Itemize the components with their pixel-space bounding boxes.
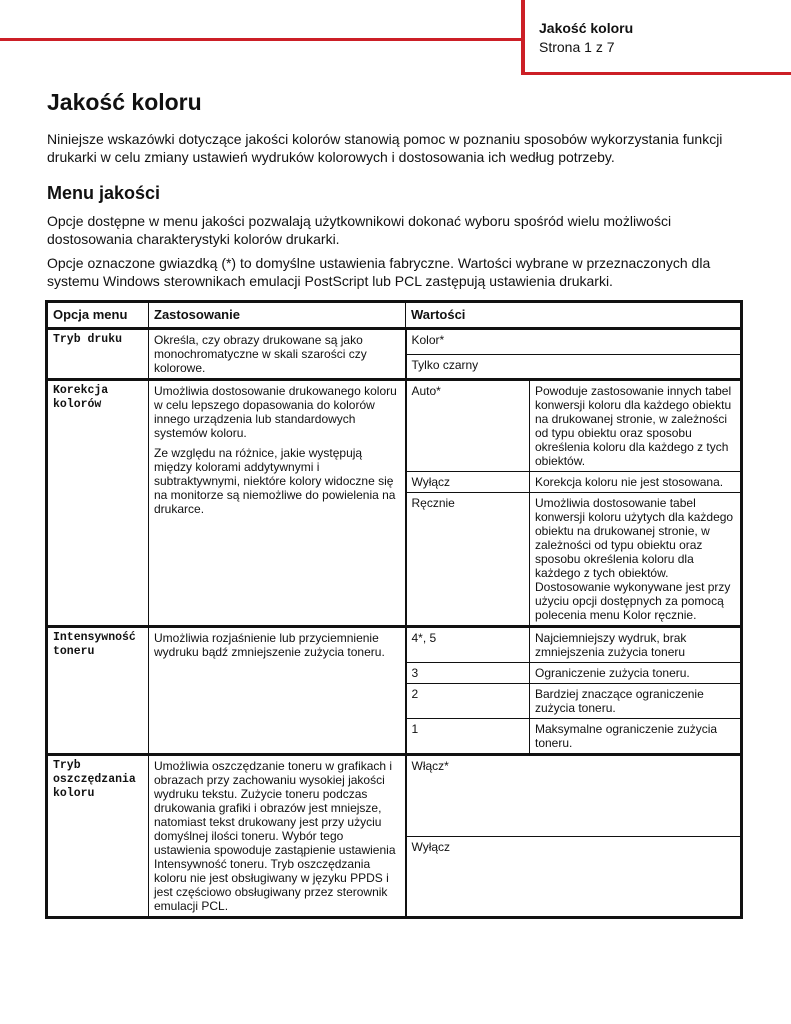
intro-paragraph: Niniejsze wskazówki dotyczące jakości kolorów stanowią pomoc w poznaniu sposobów wykorzystania funkcji drukarki w celu zmiany ustawień wydruków kolorowych i dostosowania ich według potrzeby. xyxy=(47,131,723,165)
option-value: 2 xyxy=(406,684,530,719)
defaults-note: Opcje oznaczone gwiazdką (*) to domyślne ustawienia fabryczne. Wartości wybrane w przeznaczonych dla systemu Windows sterownikach emulacji PostScript lub PCL zastępują ustawienia drukarki. xyxy=(47,255,711,289)
value-description: Ograniczenie zużycia toneru. xyxy=(530,663,742,684)
value-description: Najciemniejszy wydruk, brak zmniejszenia zużycia toneru xyxy=(530,627,742,663)
header-rule-box-bottom xyxy=(521,72,791,75)
document-body xyxy=(47,88,747,296)
option-value: 4*, 5 xyxy=(406,627,530,663)
usage-paragraph: Umożliwia oszczędzanie toneru w grafikach i obrazach przy zachowaniu wysokiej jakości wydruku tekstu. Zużycie toneru podczas drukowania grafiki i obrazów jest mniejsze, natomiast tekst drukowany jest przy użyciu domyślnej ilości toneru. Wybór tego ustawienia spowoduje zastąpienie ustawienia Intensywność toneru. Tryb oszczędzania koloru nie jest obsługiwany w języku PPDS i jest częściowo obsługiwany przez sterownik emulacji PCL. xyxy=(154,759,396,913)
table-header-row xyxy=(47,302,742,329)
page-number: Strona 1 z 7 xyxy=(539,39,615,55)
running-header-title: Jakość koloru xyxy=(539,20,634,36)
option-name: Intensywność toneru xyxy=(47,627,149,755)
value-description: Bardziej znaczące ograniczenie zużycia toneru. xyxy=(530,684,742,719)
value-description: Korekcja koloru nie jest stosowana. xyxy=(530,472,742,493)
option-value: Kolor* xyxy=(406,329,742,355)
quality-menu-table xyxy=(45,300,743,919)
option-value: Ręcznie xyxy=(406,493,530,627)
page-title: Jakość koloru xyxy=(47,89,202,115)
option-usage xyxy=(149,380,406,627)
table-row xyxy=(47,627,742,663)
menu-description: Opcje dostępne w menu jakości pozwalają użytkownikowi dokonać wyboru spośród wielu możliwości dostosowania charakterystyki kolorów drukarki. xyxy=(47,213,672,247)
header-rule-vertical xyxy=(521,0,525,75)
option-name: Tryb druku xyxy=(47,329,149,380)
option-value: 3 xyxy=(406,663,530,684)
header-usage: Zastosowanie xyxy=(149,302,406,329)
usage-paragraph: Umożliwia dostosowanie drukowanego koloru w celu lepszego dopasowania do kolorów innego urządzenia lub standardowych systemów koloru. xyxy=(154,384,397,440)
running-header xyxy=(539,19,633,57)
option-value: Wyłącz xyxy=(406,836,742,918)
value-description: Umożliwia dostosowanie tabel konwersji koloru użytych dla każdego obiektu na drukowanej stronie, w zależności od typu obiektu oraz sposobu określenia koloru dla każdego z tych obiektów. Dostosowanie wykonywane jest przy użyciu opcji dostępnych za pomocą polecenia menu Kolor ręcznie. xyxy=(530,493,742,627)
option-usage xyxy=(149,755,406,918)
section-title: Menu jakości xyxy=(47,183,161,203)
header-rule-horizontal xyxy=(0,38,524,41)
usage-paragraph: Umożliwia rozjaśnienie lub przyciemnienie wydruku bądź zmniejszenie zużycia toneru. xyxy=(154,631,385,659)
option-value: Auto* xyxy=(406,380,530,472)
option-name: Korekcja kolorów xyxy=(47,380,149,627)
option-value: Wyłącz xyxy=(406,472,530,493)
option-usage xyxy=(149,627,406,755)
option-name: Tryb oszczędzania koloru xyxy=(47,755,149,918)
value-description: Maksymalne ograniczenie zużycia toneru. xyxy=(530,719,742,755)
usage-paragraph: Ze względu na różnice, jakie występują między kolorami addytywnymi i subtraktywnymi, niektóre kolory widoczne się na monitorze są niemożliwe do powielenia na drukarce. xyxy=(154,446,396,516)
option-value: 1 xyxy=(406,719,530,755)
table-row xyxy=(47,755,742,837)
table-row xyxy=(47,329,742,355)
option-usage xyxy=(149,329,406,380)
option-value: Tylko czarny xyxy=(406,354,742,380)
option-value: Włącz* xyxy=(406,755,742,837)
usage-paragraph: Określa, czy obrazy drukowane są jako monochromatyczne w skali szarości czy kolorowe. xyxy=(154,333,367,375)
header-option: Opcja menu xyxy=(47,302,149,329)
header-values: Wartości xyxy=(406,302,742,329)
table-row xyxy=(47,380,742,472)
value-description: Powoduje zastosowanie innych tabel konwersji koloru dla każdego obiektu na drukowanej stronie, w zależności od typu obiektu oraz sposobu określenia koloru dla każdego z tych obiektów. xyxy=(530,380,742,472)
